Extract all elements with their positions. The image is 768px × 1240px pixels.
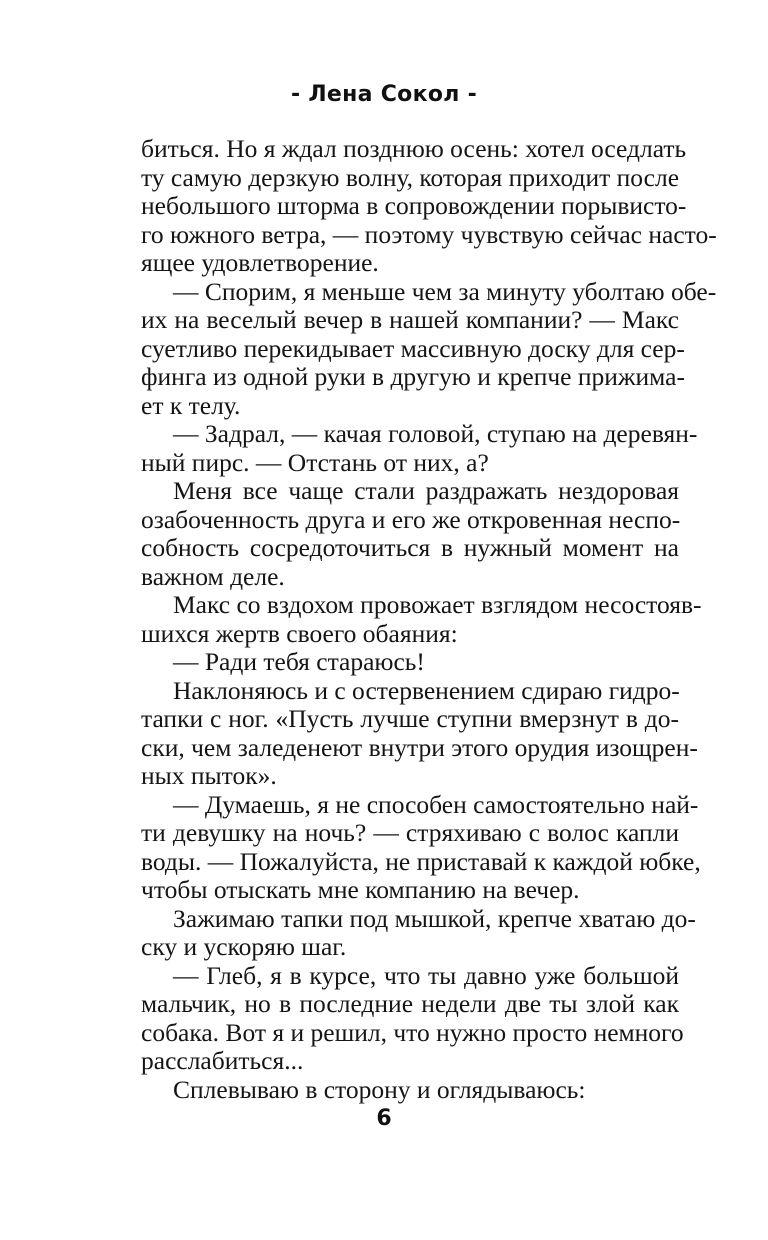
text-line: воды. — Пожалуйста, не приставай к каждой юбке, [141,846,701,876]
text-line: финга из одной руки в другую и крепче прижима- [141,362,685,391]
text-line: ящее удовлетворение. [141,248,379,277]
text-line: — Думаешь, я не способен самостоятельно най- [173,789,699,819]
text-line: Меня все чаще стали раздражать нездоровая [173,476,679,505]
text-line: го южного ветра, — поэтому чувствую сейчас насто- [141,219,717,249]
text-line: ет к телу. [141,390,241,420]
text-line: важном деле. [141,561,285,591]
text-line: — Спорим, я меньше чем за минуту уболтаю обе- [173,276,717,306]
text-line: их на веселый вечер в нашей компании? — Макс [141,305,679,334]
text-line: ту самую дерзкую волну, которая приходит после [141,162,680,192]
text-line: Наклоняюсь и с остервенением сдираю гидро- [173,675,680,705]
text-line: ску и ускоряю шаг. [141,932,347,961]
running-header-author: - Лена Сокол - [290,82,478,107]
text-line: расслабиться... [141,1046,304,1075]
text-line: ски, чем заледенеют внутри этого орудия изощрен- [141,732,698,762]
text-line: суетливо перекидывает массивную доску для сер- [141,333,685,363]
text-line: биться. Но я ждал позднюю осень: хотел оседлать [141,134,687,163]
body-text [141,134,717,1104]
text-line: собность сосредоточиться в нужный момент на [141,533,679,562]
text-line: — Глеб, я в курсе, что ты давно уже большой [173,960,679,990]
text-line: Сплевываю в сторону и оглядываюсь: [173,1074,586,1104]
text-line: ных пыток». [141,761,277,790]
text-line: Макс со вздохом провожает взглядом несостояв- [173,590,702,619]
text-line: озабоченность друга и его же откровенная неспо- [141,504,681,534]
text-line: Зажимаю тапки под мышкой, крепче хватаю до- [173,903,696,933]
text-line: ный пирс. — Отстань от них, а? [141,447,489,477]
page-number: 6 [376,1106,392,1131]
text-line: — Ради тебя стараюсь! [173,647,425,676]
text-line: — Задрал, — качая головой, ступаю на деревян- [173,419,698,448]
text-line: мальчик, но в последние недели две ты злой как [141,989,679,1018]
text-line: тапки с ног. «Пусть лучше ступни вмерзнут в до- [141,704,679,733]
text-line: собака. Вот я и решил, что нужно просто немного [141,1017,684,1047]
text-line: шихся жертв своего обаяния: [141,618,458,648]
text-line: ти девушку на ночь? — стряхиваю с волос капли [141,818,679,847]
text-line: небольшого шторма в сопровождении порывисто- [141,191,687,220]
text-line: чтобы отыскать мне компанию на вечер. [141,875,580,904]
